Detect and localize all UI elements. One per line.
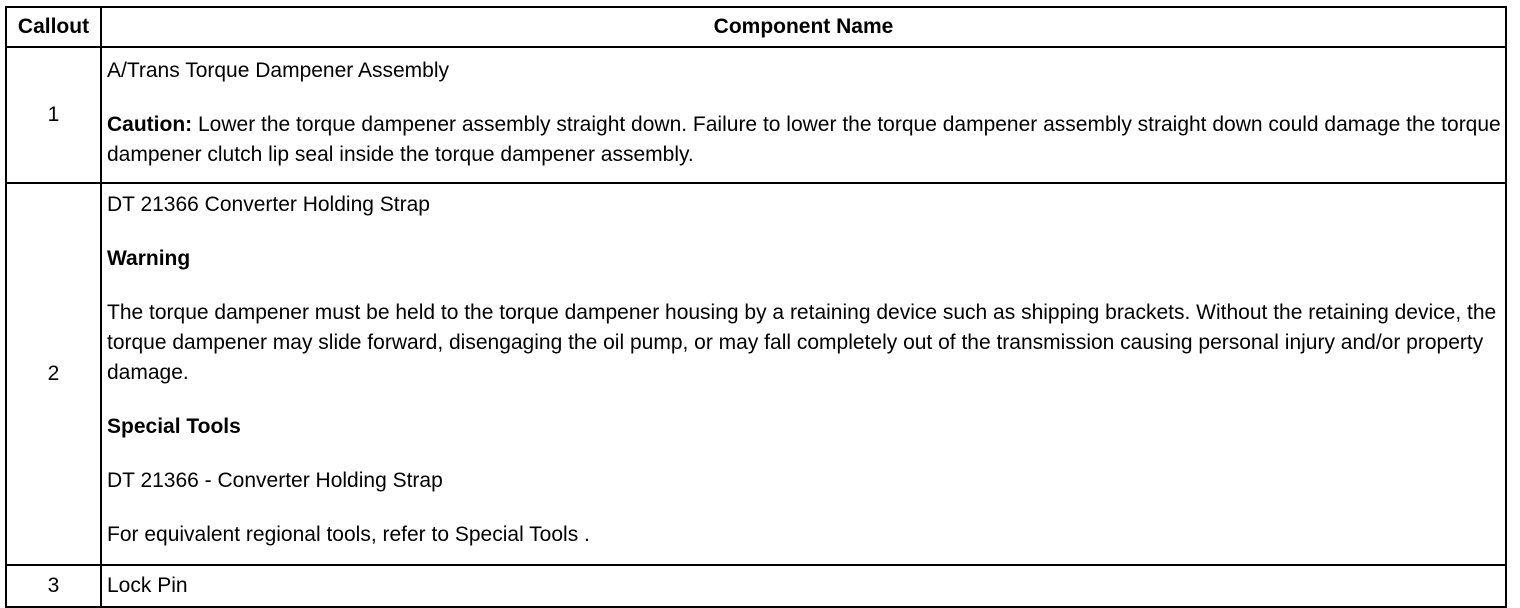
table-row — [6, 47, 1506, 183]
callout-header: Callout — [6, 7, 101, 47]
special-tools-note: For equivalent regional tools, refer to Special Tools . — [107, 523, 590, 546]
component-name: Lock Pin — [101, 565, 1506, 607]
caution-note — [107, 110, 1505, 170]
special-tool-item: DT 21366 - Converter Holding Strap — [107, 469, 443, 492]
callout-number: 2 — [6, 183, 101, 565]
warning-text: The torque dampener must be held to the torque dampener housing by a retaining device such as shipping brackets. Without the retaining device, the torque dampener may slide forward, disengaging the oil pump, or may fall completely out of the transmission causing personal injury and/or property damage. — [107, 301, 1497, 384]
callout-number: 3 — [6, 565, 101, 607]
caution-label: Caution: — [107, 113, 193, 136]
component-cell — [101, 183, 1506, 565]
component-name: A/Trans Torque Dampener Assembly — [107, 59, 449, 82]
table-row — [6, 183, 1506, 565]
special-tools-heading: Special Tools — [107, 415, 241, 438]
component-name: DT 21366 Converter Holding Strap — [107, 193, 430, 216]
warning-heading: Warning — [107, 247, 191, 270]
table-row — [6, 565, 1506, 607]
caution-text: Lower the torque dampener assembly straight down. Failure to lower the torque dampener assembly straight down could damage the torque dampener clutch lip seal inside the torque dampener assembly. — [107, 113, 1501, 166]
component-name-header: Component Name — [101, 7, 1506, 47]
component-cell — [101, 47, 1506, 183]
callout-number: 1 — [6, 47, 101, 183]
table-header-row — [6, 7, 1506, 47]
component-table — [5, 6, 1507, 608]
